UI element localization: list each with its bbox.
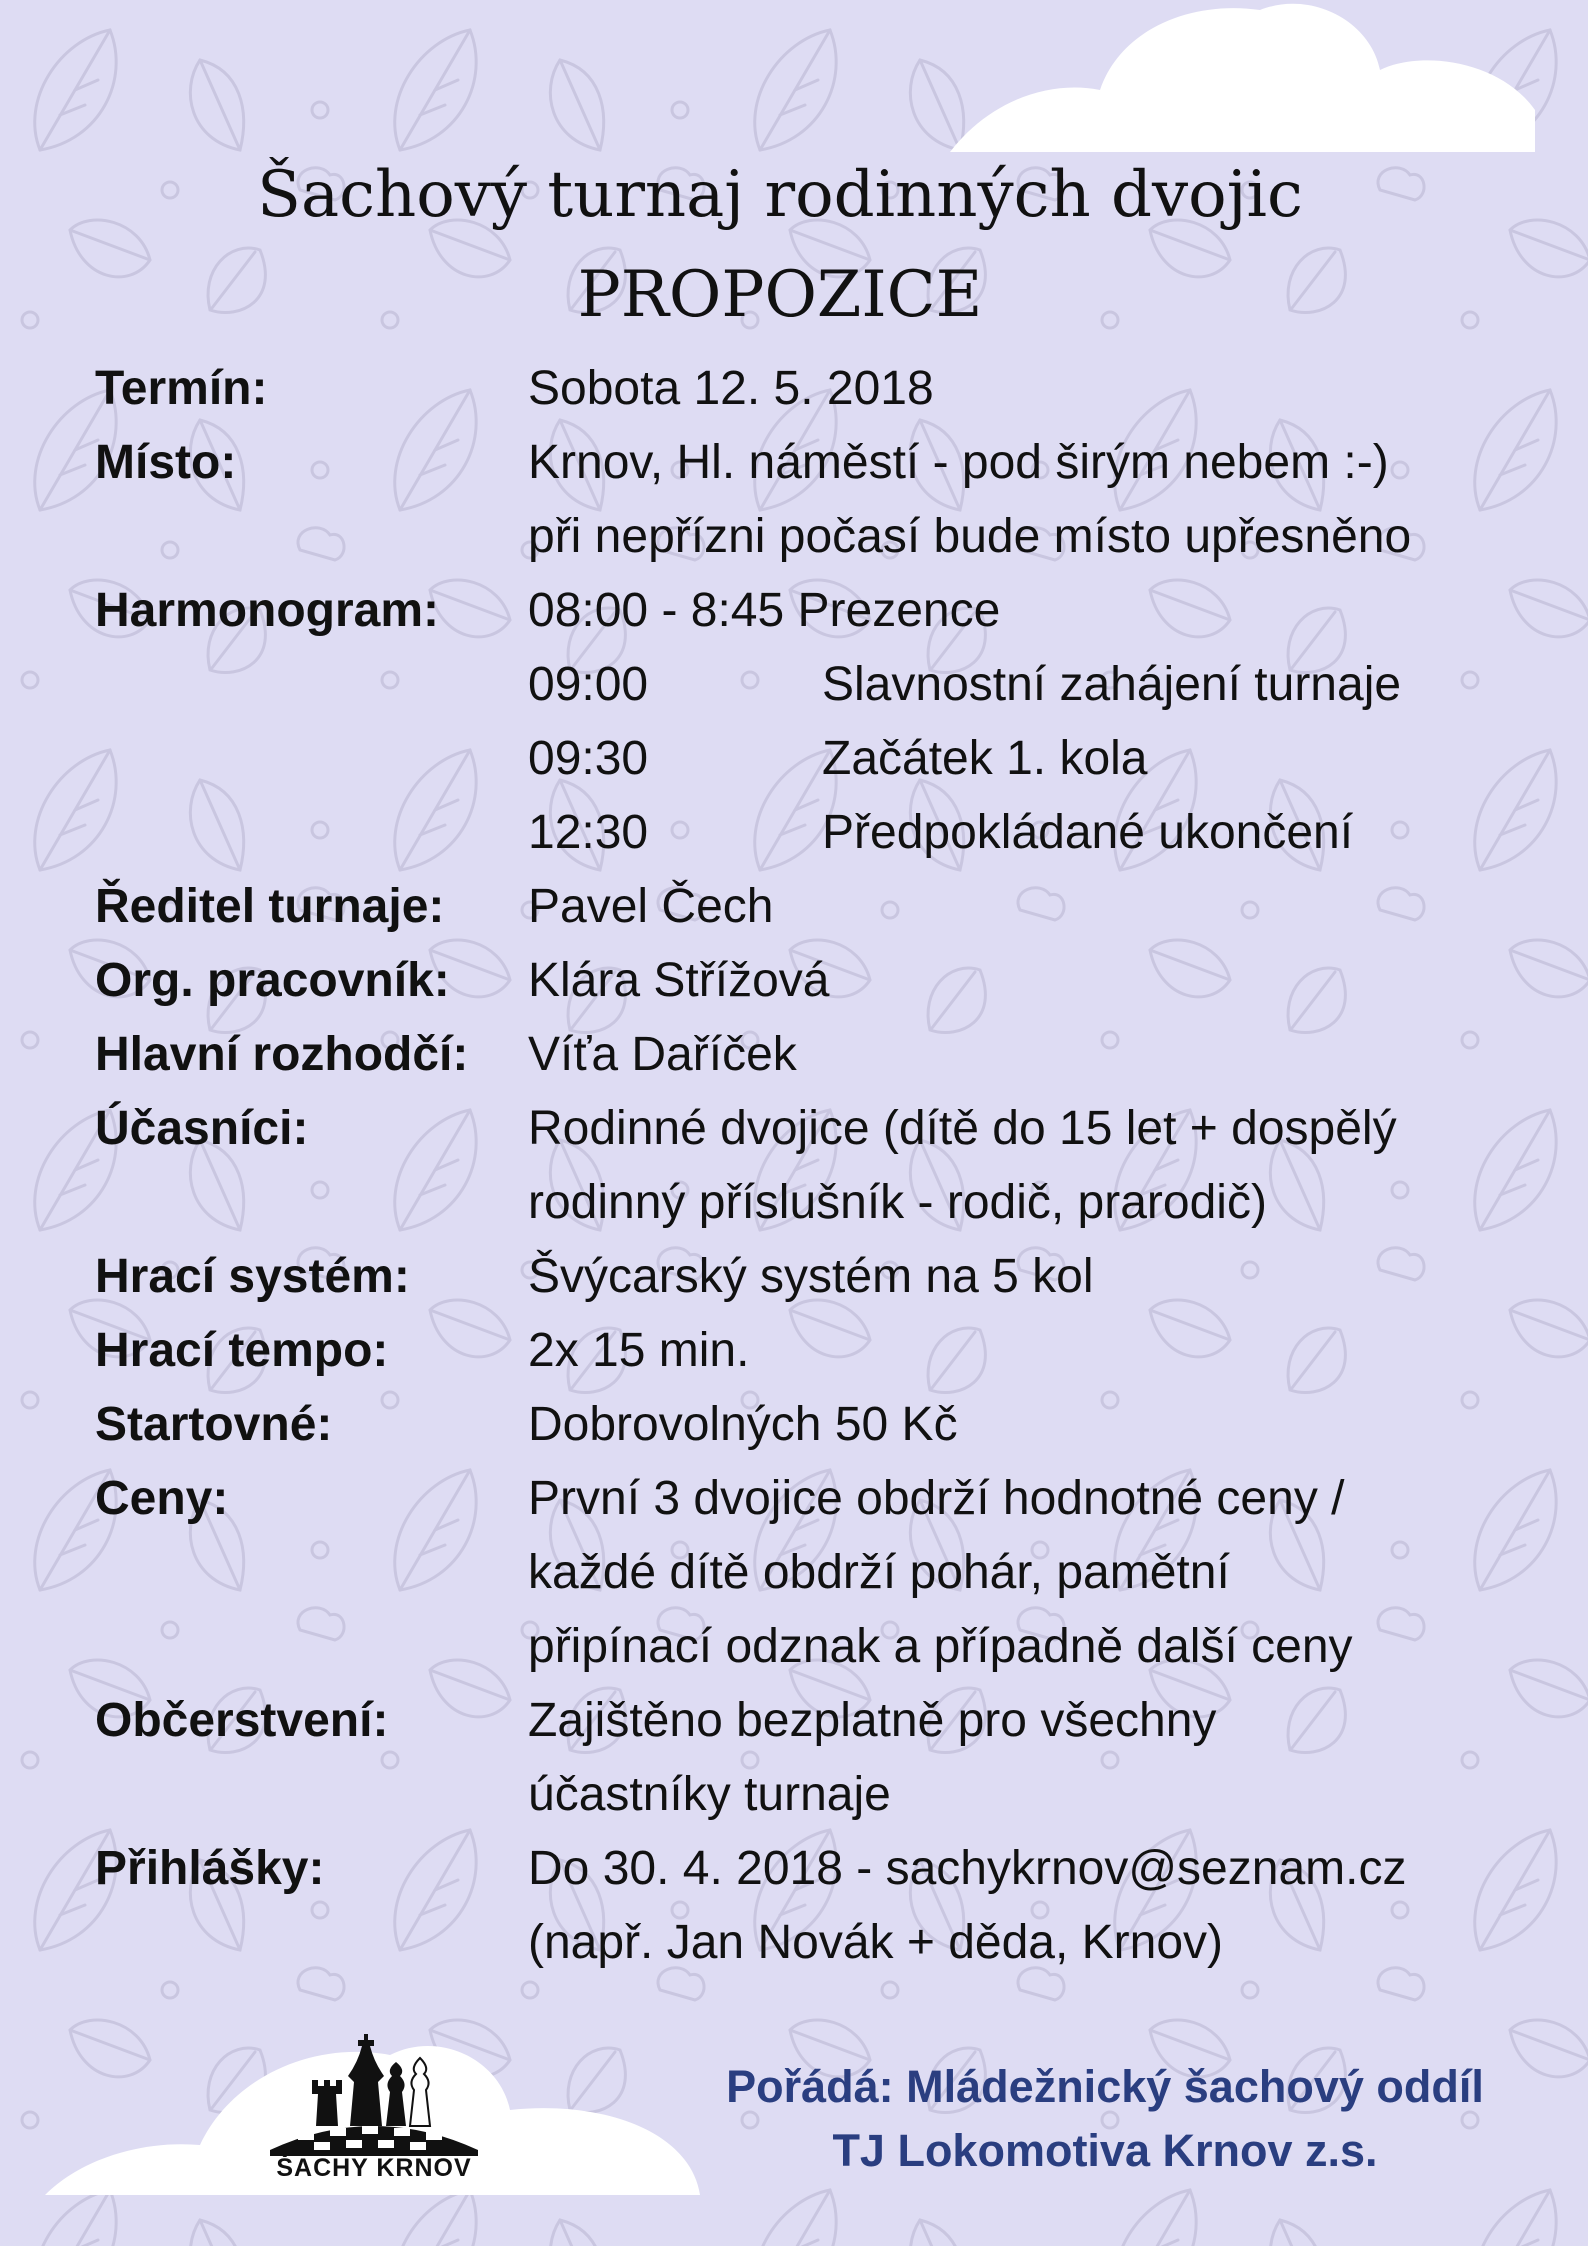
row-rozhodci xyxy=(95,1018,1555,1092)
termin-label: Termín: xyxy=(95,362,268,415)
schedule-item xyxy=(528,722,1555,796)
tempo-value: 2x 15 min. xyxy=(528,1324,750,1377)
obcerstveni-label: Občerstvení: xyxy=(95,1694,389,1747)
org-value: Klára Střížová xyxy=(528,954,830,1007)
schedule-item xyxy=(528,648,1555,722)
schedule-time: 09:30 xyxy=(528,732,649,785)
schedule-time: 12:30 xyxy=(528,806,649,859)
prihlasky-value xyxy=(528,1832,1555,1980)
rozhodci-value: Víťa Daříček xyxy=(528,1028,797,1081)
obcerstveni-line-2: účastníky turnaje xyxy=(528,1768,891,1821)
rozhodci-label: Hlavní rozhodčí: xyxy=(95,1028,469,1081)
reditel-value: Pavel Čech xyxy=(528,880,774,933)
page-title: Šachový turnaj rodinných dvojic xyxy=(257,158,1303,232)
row-system xyxy=(95,1240,1555,1314)
ceny-line-1: První 3 dvojice obdrží hodnotné ceny / xyxy=(528,1472,1345,1525)
schedule-text: Začátek 1. kola xyxy=(822,732,1148,785)
schedule-text: Slavnostní zahájení turnaje xyxy=(822,658,1402,711)
ucastnici-line-2: rodinný příslušník - rodič, prarodič) xyxy=(528,1176,1267,1229)
misto-line-1: Krnov, Hl. náměstí - pod širým nebem :-) xyxy=(528,436,1389,489)
system-value: Švýcarský systém na 5 kol xyxy=(528,1250,1094,1303)
schedule-time: 09:00 xyxy=(528,658,649,711)
page-subtitle: PROPOZICE xyxy=(577,258,983,332)
prihlasky-line-1: Do 30. 4. 2018 - sachykrnov@seznam.cz xyxy=(528,1842,1407,1895)
ceny-label: Ceny: xyxy=(95,1472,229,1525)
ceny-value xyxy=(528,1462,1555,1684)
obcerstveni-value xyxy=(528,1684,1555,1832)
row-misto xyxy=(95,426,1555,574)
reditel-label: Ředitel turnaje: xyxy=(95,880,445,933)
misto-value xyxy=(528,426,1555,574)
row-ceny xyxy=(95,1462,1555,1684)
harmonogram-value xyxy=(528,574,1555,870)
ucastnici-label: Účasníci: xyxy=(95,1102,309,1155)
ucastnici-value xyxy=(528,1092,1555,1240)
prihlasky-line-2: (např. Jan Novák + děda, Krnov) xyxy=(528,1916,1224,1969)
misto-line-2: při nepřízni počasí bude místo upřesněno xyxy=(528,510,1412,563)
ceny-line-3: připínací odznak a případně další ceny xyxy=(528,1620,1353,1673)
harmonogram-first-line: 08:00 - 8:45 Prezence xyxy=(528,584,1001,637)
tempo-label: Hrací tempo: xyxy=(95,1324,389,1377)
ceny-line-2: každé dítě obdrží pohár, pamětní xyxy=(528,1546,1230,1599)
details-list xyxy=(95,352,1555,1980)
startovne-label: Startovné: xyxy=(95,1398,333,1451)
schedule-text: Předpokládané ukončení xyxy=(822,806,1354,859)
row-obcerstveni xyxy=(95,1684,1555,1832)
ucastnici-line-1: Rodinné dvojice (dítě do 15 let + dospělý xyxy=(528,1102,1397,1155)
cloud-top-decoration xyxy=(930,0,1550,160)
prihlasky-label: Přihlášky: xyxy=(95,1842,325,1895)
row-termin xyxy=(95,352,1555,426)
row-reditel xyxy=(95,870,1555,944)
row-startovne xyxy=(95,1388,1555,1462)
harmonogram-label: Harmonogram: xyxy=(95,584,440,637)
organizer-line-2: TJ Lokomotiva Krnov z.s. xyxy=(832,2125,1378,2176)
obcerstveni-line-1: Zajištěno bezplatně pro všechny xyxy=(528,1694,1217,1747)
row-ucastnici xyxy=(95,1092,1555,1240)
row-org xyxy=(95,944,1555,1018)
startovne-value: Dobrovolných 50 Kč xyxy=(528,1398,958,1451)
termin-value: Sobota 12. 5. 2018 xyxy=(528,362,934,415)
organizer-block xyxy=(685,2055,1525,2183)
row-harmonogram xyxy=(95,574,1555,870)
row-tempo xyxy=(95,1314,1555,1388)
organizer-line-1: Pořádá: Mládežnický šachový oddíl xyxy=(726,2061,1484,2112)
row-prihlasky xyxy=(95,1832,1555,1980)
schedule-item xyxy=(528,796,1555,870)
system-label: Hrací systém: xyxy=(95,1250,410,1303)
org-label: Org. pracovník: xyxy=(95,954,450,1007)
logo-text: ŠACHY KRNOV xyxy=(276,2154,472,2182)
misto-label: Místo: xyxy=(95,436,237,489)
